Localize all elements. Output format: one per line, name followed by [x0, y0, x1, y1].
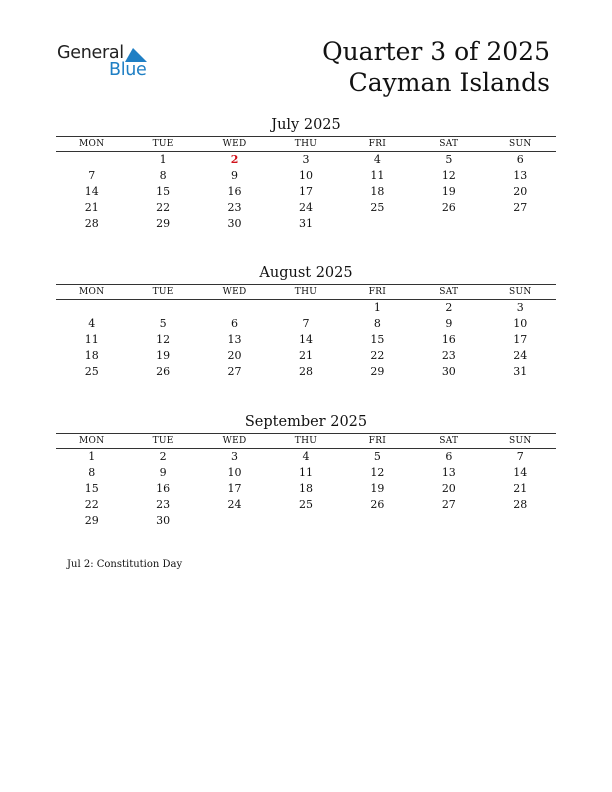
weekday-header: SAT [413, 285, 484, 300]
day-cell: 25 [298, 498, 313, 511]
day-cell: 25 [84, 365, 99, 378]
day-cell: 24 [298, 201, 313, 214]
day-cell: 26 [370, 498, 385, 511]
day-cell: 16 [441, 333, 456, 346]
month-title: September 2025 [244, 414, 368, 430]
weekday-header: SUN [485, 285, 556, 300]
day-cell [342, 216, 413, 232]
day-cell: 30 [441, 365, 456, 378]
day-cell: 4 [302, 450, 310, 463]
day-cell: 28 [84, 217, 99, 230]
day-cell: 15 [84, 482, 99, 495]
month-calendar-table [56, 433, 556, 529]
day-cell: 21 [84, 201, 99, 214]
page-title: Quarter 3 of 2025 [322, 37, 550, 66]
day-cell: 8 [159, 169, 167, 182]
day-cell: 26 [156, 365, 171, 378]
week-row [56, 481, 556, 497]
day-cell: 11 [298, 466, 313, 479]
day-cell: 13 [513, 169, 528, 182]
day-cell: 4 [88, 317, 96, 330]
day-cell: 11 [84, 333, 99, 346]
title-block [322, 36, 550, 98]
day-cell: 2 [445, 301, 453, 314]
day-cell: 3 [231, 450, 239, 463]
day-cell: 15 [370, 333, 385, 346]
day-cell: 27 [441, 498, 456, 511]
month-august [56, 264, 556, 380]
weekday-header: SUN [485, 434, 556, 449]
weekday-header-row [56, 285, 556, 300]
day-cell: 28 [513, 498, 528, 511]
day-cell: 1 [88, 450, 96, 463]
day-cell [199, 513, 270, 529]
day-cell: 4 [373, 153, 381, 166]
month-september [56, 413, 556, 529]
day-cell: 16 [227, 185, 242, 198]
week-row [56, 168, 556, 184]
holiday-notes [67, 559, 182, 570]
day-cell: 19 [370, 482, 385, 495]
day-cell: 27 [513, 201, 528, 214]
day-cell: 7 [516, 450, 524, 463]
day-cell: 13 [441, 466, 456, 479]
logo [57, 43, 157, 83]
day-cell: 5 [373, 450, 381, 463]
day-cell: 1 [159, 153, 167, 166]
day-cell [270, 513, 341, 529]
week-row [56, 200, 556, 216]
day-cell: 12 [441, 169, 456, 182]
day-cell: 24 [513, 349, 528, 362]
day-cell: 22 [84, 498, 99, 511]
weekday-header: WED [199, 285, 270, 300]
day-cell: 3 [516, 301, 524, 314]
day-cell: 9 [445, 317, 453, 330]
holiday-note: Jul 2: Constitution Day [67, 559, 183, 570]
month-calendar-table [56, 284, 556, 380]
day-cell: 23 [156, 498, 171, 511]
weekday-header-row [56, 434, 556, 449]
day-cell: 5 [159, 317, 167, 330]
weekday-header: FRI [342, 285, 413, 300]
weekday-header: MON [56, 285, 127, 300]
weekday-header: WED [199, 137, 270, 152]
day-cell: 31 [298, 217, 313, 230]
weekday-header: WED [199, 434, 270, 449]
day-cell: 3 [302, 153, 310, 166]
day-cell [342, 513, 413, 529]
weekday-header: MON [56, 434, 127, 449]
logo-text-general: General [57, 43, 124, 63]
day-cell: 17 [227, 482, 242, 495]
day-cell: 1 [373, 301, 381, 314]
day-cell [413, 513, 484, 529]
day-cell [199, 300, 270, 317]
day-cell: 7 [302, 317, 310, 330]
week-row [56, 184, 556, 200]
day-cell: 20 [513, 185, 528, 198]
week-row [56, 152, 556, 169]
day-cell [127, 300, 198, 317]
week-row [56, 316, 556, 332]
week-row [56, 497, 556, 513]
week-row [56, 449, 556, 466]
weekday-header: TUE [127, 137, 198, 152]
week-row [56, 332, 556, 348]
day-cell: 2 [230, 153, 239, 166]
day-cell: 15 [156, 185, 171, 198]
week-row [56, 216, 556, 232]
day-cell: 13 [227, 333, 242, 346]
day-cell: 23 [441, 349, 456, 362]
weekday-header: TUE [127, 285, 198, 300]
day-cell: 16 [156, 482, 171, 495]
day-cell [485, 216, 556, 232]
month-calendar-table [56, 136, 556, 232]
day-cell: 20 [441, 482, 456, 495]
day-cell: 27 [227, 365, 242, 378]
day-cell: 28 [298, 365, 313, 378]
weekday-header-row [56, 137, 556, 152]
day-cell: 31 [513, 365, 528, 378]
day-cell: 6 [445, 450, 453, 463]
day-cell: 6 [231, 317, 239, 330]
day-cell: 6 [516, 153, 524, 166]
page-subtitle: Cayman Islands [348, 68, 550, 97]
day-cell [56, 152, 127, 169]
day-cell: 14 [513, 466, 528, 479]
day-cell: 19 [441, 185, 456, 198]
day-cell: 29 [156, 217, 171, 230]
day-cell: 14 [298, 333, 313, 346]
day-cell: 26 [441, 201, 456, 214]
weekday-header: MON [56, 137, 127, 152]
day-cell [56, 300, 127, 317]
day-cell: 9 [159, 466, 167, 479]
week-row [56, 513, 556, 529]
weekday-header: FRI [342, 434, 413, 449]
logo-text-blue: Blue [109, 60, 147, 80]
month-title: July 2025 [271, 117, 341, 133]
day-cell: 9 [231, 169, 239, 182]
day-cell: 23 [227, 201, 242, 214]
week-row [56, 348, 556, 364]
day-cell: 10 [298, 169, 313, 182]
day-cell [485, 513, 556, 529]
day-cell: 7 [88, 169, 96, 182]
day-cell: 29 [370, 365, 385, 378]
weekday-header: SAT [413, 137, 484, 152]
day-cell: 20 [227, 349, 242, 362]
day-cell: 10 [513, 317, 528, 330]
day-cell: 11 [370, 169, 385, 182]
weekday-header: TUE [127, 434, 198, 449]
day-cell: 14 [84, 185, 99, 198]
day-cell: 22 [156, 201, 171, 214]
day-cell: 25 [370, 201, 385, 214]
week-row [56, 364, 556, 380]
weekday-header: SUN [485, 137, 556, 152]
day-cell: 21 [513, 482, 528, 495]
day-cell: 24 [227, 498, 242, 511]
day-cell: 8 [373, 317, 381, 330]
day-cell: 29 [84, 514, 99, 527]
weekday-header: THU [270, 285, 341, 300]
day-cell [413, 216, 484, 232]
day-cell: 18 [84, 349, 99, 362]
day-cell: 22 [370, 349, 385, 362]
month-title: August 2025 [259, 265, 353, 281]
day-cell: 19 [156, 349, 171, 362]
day-cell [270, 300, 341, 317]
day-cell: 21 [298, 349, 313, 362]
day-cell: 5 [445, 153, 453, 166]
weekday-header: THU [270, 137, 341, 152]
day-cell: 18 [298, 482, 313, 495]
day-cell: 10 [227, 466, 242, 479]
day-cell: 30 [227, 217, 242, 230]
day-cell: 30 [156, 514, 171, 527]
day-cell: 18 [370, 185, 385, 198]
day-cell: 17 [298, 185, 313, 198]
day-cell: 12 [156, 333, 171, 346]
weekday-header: FRI [342, 137, 413, 152]
weekday-header: SAT [413, 434, 484, 449]
day-cell: 12 [370, 466, 385, 479]
weekday-header: THU [270, 434, 341, 449]
day-cell: 17 [513, 333, 528, 346]
day-cell: 2 [159, 450, 167, 463]
day-cell: 8 [88, 466, 96, 479]
week-row [56, 300, 556, 317]
week-row [56, 465, 556, 481]
month-july [56, 116, 556, 232]
